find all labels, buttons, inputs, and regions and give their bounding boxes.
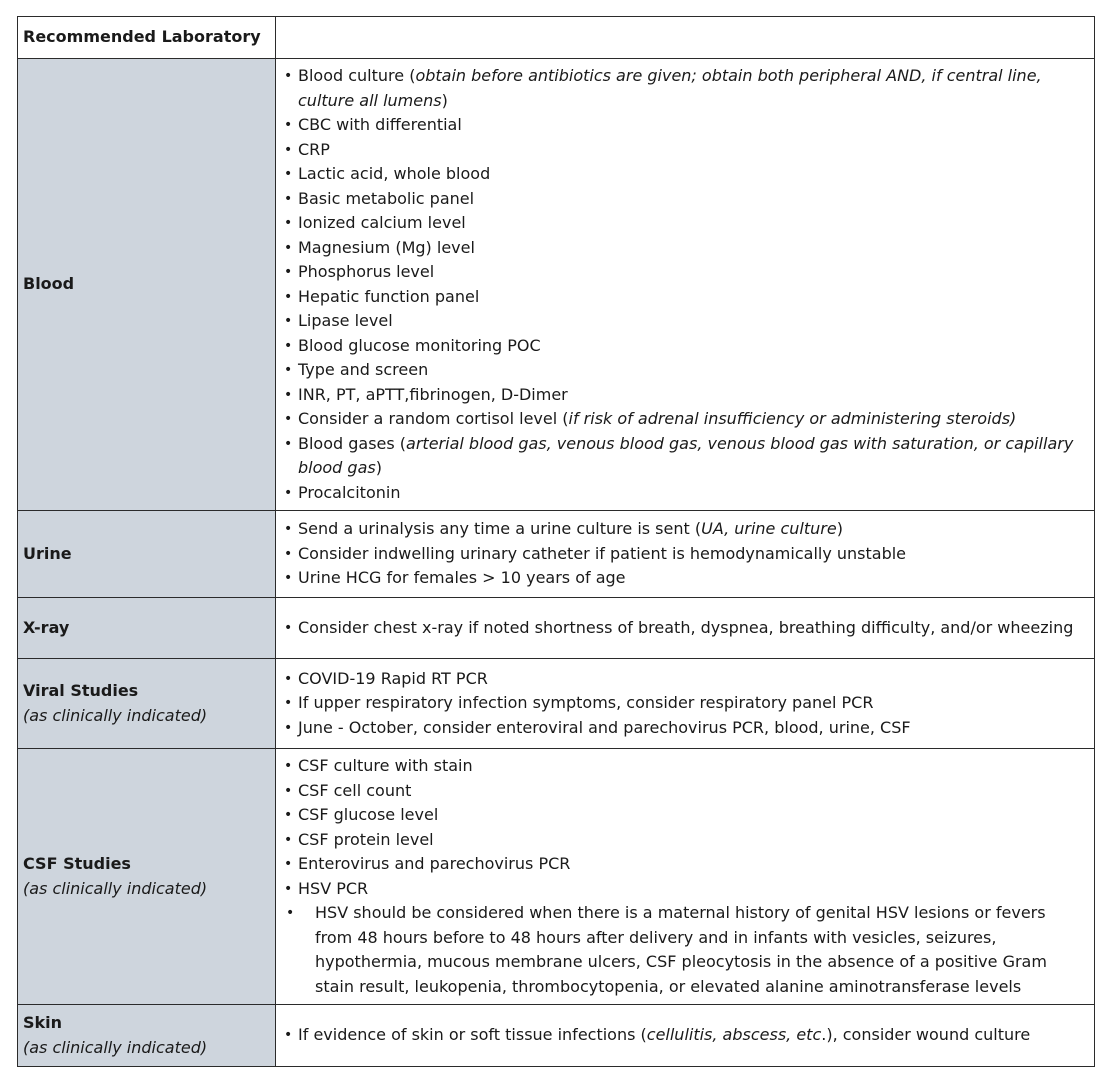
list-item — [284, 64, 1084, 113]
items-cell-xray — [276, 598, 1095, 659]
item-text: .), consider wound culture — [821, 1025, 1031, 1045]
items-list-viral — [284, 667, 1084, 741]
category-note-viral: (as clinically indicated) — [23, 705, 208, 725]
list-item: • Type and screen — [284, 358, 1084, 383]
items-list-xray — [284, 616, 1084, 641]
list-item: • CBC with differential — [284, 113, 1084, 138]
list-item — [284, 407, 1084, 432]
list-item: • Magnesium (Mg) level — [284, 236, 1084, 261]
list-item: • HSV should be considered when there is a maternal history of genital HSV lesions or fevers from 48 hours before to 48 hours after delivery and in infants with vesicles, seizures, hypothermia, mucous membrane ulcers, CSF pleocytosis in the absence of a positive Gram stain result, leukopenia, thrombocytopenia, or elevated alanine aminotransferase levels — [284, 901, 1084, 999]
sub-items-list-csf — [284, 901, 1084, 999]
category-cell-csf — [18, 749, 276, 1005]
category-note-csf: (as clinically indicated) — [23, 878, 208, 898]
items-list-urine — [284, 517, 1084, 591]
table-header-row — [18, 17, 1095, 59]
list-item — [284, 1023, 1084, 1048]
items-list-blood — [284, 64, 1084, 505]
table-row-blood — [18, 59, 1095, 511]
list-item: • Enterovirus and parechovirus PCR — [284, 852, 1084, 877]
list-item: • CSF culture with stain — [284, 754, 1084, 779]
list-item: • HSV PCR — [284, 877, 1084, 902]
item-text: If evidence of skin or soft tissue infections ( — [298, 1025, 647, 1045]
item-italic-text: obtain before antibiotics are given; obtain both peripheral AND, if central line, culture all lumens — [298, 66, 1042, 110]
category-name-csf: CSF Studies — [23, 854, 131, 873]
category-note-skin: (as clinically indicated) — [23, 1037, 208, 1057]
category-name-viral: Viral Studies — [23, 681, 139, 700]
items-cell-urine — [276, 511, 1095, 598]
category-cell-viral — [18, 659, 276, 749]
category-name-xray: X-ray — [23, 617, 70, 637]
list-item: • Procalcitonin — [284, 481, 1084, 506]
category-cell-skin — [18, 1005, 276, 1067]
table-title: Recommended Laboratory — [23, 27, 261, 47]
category-name-blood: Blood — [23, 274, 75, 294]
list-item: • Hepatic function panel — [284, 285, 1084, 310]
items-cell-viral — [276, 659, 1095, 749]
item-text: Blood gases ( — [298, 433, 407, 453]
list-item: • Consider chest x-ray if noted shortness of breath, dyspnea, breathing difficulty, and/or wheezing — [284, 616, 1084, 641]
item-italic-text: UA, urine culture — [701, 519, 837, 539]
items-list-csf — [284, 754, 1084, 901]
category-cell-urine — [18, 511, 276, 598]
list-item: • CSF protein level — [284, 828, 1084, 853]
list-item: • Basic metabolic panel — [284, 187, 1084, 212]
list-item: • Phosphorus level — [284, 260, 1084, 285]
items-list-skin — [284, 1023, 1084, 1048]
item-text: ) — [836, 519, 843, 539]
list-item: • Consider indwelling urinary catheter if patient is hemodynamically unstable — [284, 542, 1084, 567]
list-item: • Ionized calcium level — [284, 211, 1084, 236]
items-cell-blood — [276, 59, 1095, 511]
item-text: Consider a random cortisol level ( — [298, 409, 569, 428]
list-item: • Blood glucose monitoring POC — [284, 334, 1084, 359]
item-text: Send a urinalysis any time a urine culture is sent ( — [298, 519, 702, 539]
list-item: • INR, PT, aPTT,fibrinogen, D-Dimer — [284, 383, 1084, 408]
list-item: • CRP — [284, 138, 1084, 163]
list-item: • Lactic acid, whole blood — [284, 162, 1084, 187]
list-item: • CSF cell count — [284, 779, 1084, 804]
category-name-urine: Urine — [23, 543, 72, 563]
item-text: ) — [441, 90, 448, 110]
header-title-cell — [18, 17, 276, 59]
category-cell-xray — [18, 598, 276, 659]
list-item: • June - October, consider enteroviral and parechovirus PCR, blood, urine, CSF — [284, 716, 1084, 741]
list-item: • Lipase level — [284, 309, 1084, 334]
category-cell-blood — [18, 59, 276, 511]
items-cell-skin — [276, 1005, 1095, 1067]
list-item — [284, 432, 1084, 481]
list-item — [284, 517, 1084, 542]
list-item: • If upper respiratory infection symptoms, consider respiratory panel PCR — [284, 691, 1084, 716]
table-row-csf — [18, 749, 1095, 1005]
item-text: ) — [375, 458, 382, 477]
table-row-urine — [18, 511, 1095, 598]
table-row-viral — [18, 659, 1095, 749]
category-name-skin: Skin — [23, 1013, 63, 1032]
item-text: Blood culture ( — [298, 66, 416, 85]
item-italic-text: cellulitis, abscess, etc — [646, 1025, 822, 1045]
table-row-xray — [18, 598, 1095, 659]
item-italic-text: if risk of adrenal insufficiency or administering steroids) — [568, 409, 1017, 428]
list-item: • CSF glucose level — [284, 803, 1084, 828]
header-empty-cell — [276, 17, 1095, 59]
item-italic-text: arterial blood gas, venous blood gas, venous blood gas with saturation, or capillary blood gas — [298, 433, 1074, 477]
recommended-laboratory-table — [17, 16, 1095, 1067]
table-row-skin — [18, 1005, 1095, 1067]
list-item: • Urine HCG for females > 10 years of age — [284, 566, 1084, 591]
items-cell-csf — [276, 749, 1095, 1005]
list-item: • COVID-19 Rapid RT PCR — [284, 667, 1084, 692]
